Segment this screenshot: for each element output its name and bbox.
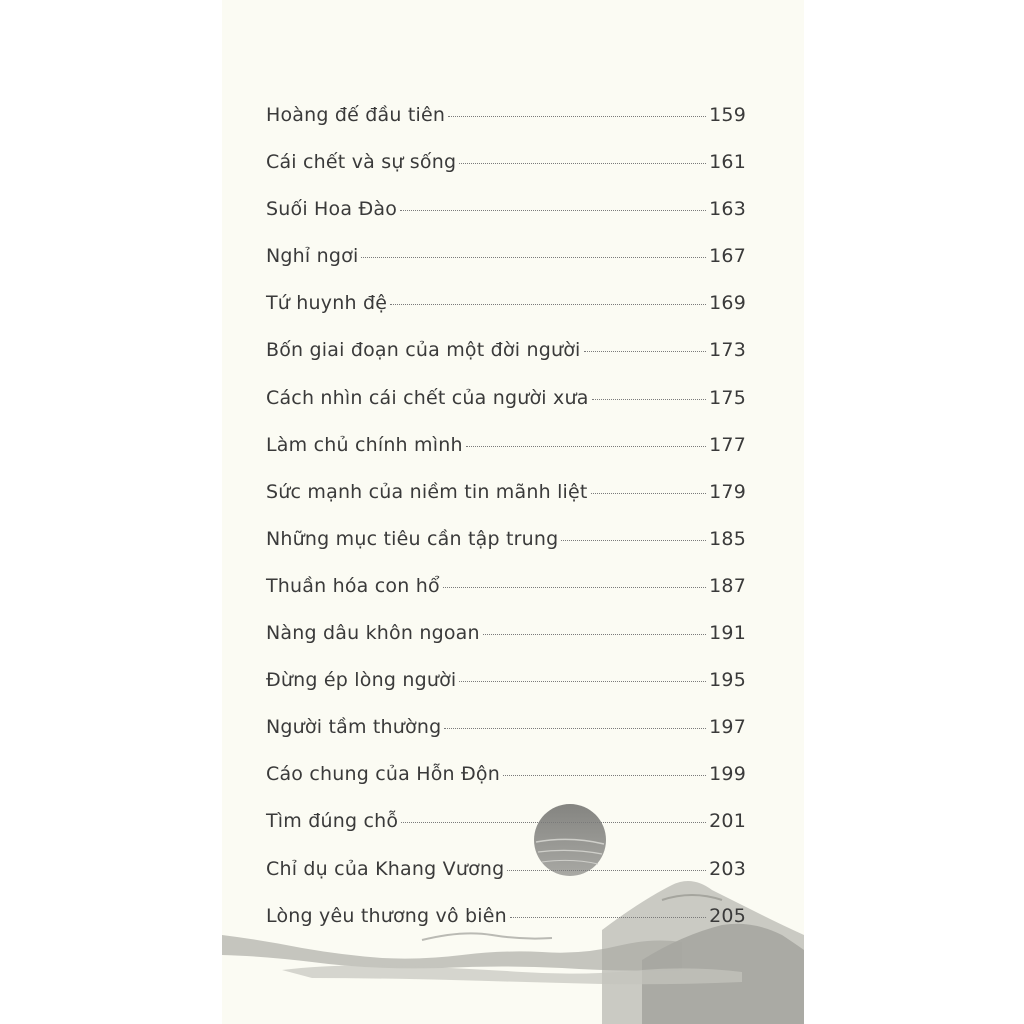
toc-entry-page: 179 <box>709 480 746 503</box>
toc-leader-dots <box>361 257 706 258</box>
toc-leader-dots <box>459 163 706 164</box>
toc-entry-title: Cách nhìn cái chết của người xưa <box>266 386 589 409</box>
toc-entry-page: 169 <box>709 292 746 315</box>
toc-entry-title: Cáo chung của Hỗn Độn <box>266 763 500 786</box>
toc-leader-dots <box>444 728 706 729</box>
toc-entry-title: Thuần hóa con hổ <box>266 574 440 597</box>
toc-entry-page: 197 <box>709 716 746 739</box>
toc-entry <box>266 245 746 292</box>
toc-leader-dots <box>401 822 706 823</box>
toc-entry-page: 175 <box>709 386 746 409</box>
toc-leader-dots <box>400 210 706 211</box>
toc-entry-title: Lòng yêu thương vô biên <box>266 904 507 927</box>
toc-entry-page: 187 <box>709 574 746 597</box>
toc-entry-page: 185 <box>709 527 746 550</box>
toc-entry-page: 161 <box>709 151 746 174</box>
toc-entry <box>266 810 746 857</box>
toc-entry-title: Đừng ép lòng người <box>266 669 457 692</box>
table-of-contents <box>266 104 746 952</box>
toc-leader-dots <box>591 493 707 494</box>
toc-entry-title: Sức mạnh của niềm tin mãnh liệt <box>266 480 588 503</box>
toc-entry-title: Chỉ dụ của Khang Vương <box>266 857 505 880</box>
toc-entry-page: 195 <box>709 669 746 692</box>
toc-leader-dots <box>561 540 706 541</box>
toc-entry-page: 177 <box>709 433 746 456</box>
toc-entry <box>266 292 746 339</box>
toc-entry-page: 163 <box>709 198 746 221</box>
toc-entry-title: Bốn giai đoạn của một đời người <box>266 339 581 362</box>
toc-entry-title: Những mục tiêu cần tập trung <box>266 527 559 550</box>
toc-leader-dots <box>510 917 706 918</box>
toc-entry <box>266 387 746 434</box>
toc-entry-title: Hoàng đế đầu tiên <box>266 104 446 126</box>
toc-entry-title: Tứ huynh đệ <box>266 292 388 315</box>
toc-entry <box>266 669 746 716</box>
toc-entry <box>266 104 746 151</box>
toc-entry-page: 159 <box>709 104 746 126</box>
toc-leader-dots <box>443 587 706 588</box>
toc-entry <box>266 151 746 198</box>
toc-entry <box>266 905 746 952</box>
toc-entry <box>266 622 746 669</box>
toc-entry-title: Cái chết và sự sống <box>266 151 457 174</box>
toc-entry-title: Tìm đúng chỗ <box>266 810 399 833</box>
book-page <box>222 0 804 1024</box>
toc-entry-page: 199 <box>709 763 746 786</box>
toc-entry <box>266 575 746 622</box>
toc-entry <box>266 481 746 528</box>
toc-leader-dots <box>466 446 706 447</box>
toc-entry-title: Làm chủ chính mình <box>266 433 463 456</box>
toc-entry <box>266 528 746 575</box>
toc-entry <box>266 858 746 905</box>
toc-entry-page: 203 <box>709 857 746 880</box>
toc-leader-dots <box>503 775 706 776</box>
toc-leader-dots <box>507 870 706 871</box>
toc-entry-page: 167 <box>709 245 746 268</box>
toc-entry-page: 205 <box>709 904 746 927</box>
toc-leader-dots <box>584 351 707 352</box>
toc-leader-dots <box>483 634 706 635</box>
toc-entry-page: 173 <box>709 339 746 362</box>
toc-entry-title: Suối Hoa Đào <box>266 198 398 221</box>
toc-leader-dots <box>448 116 706 117</box>
toc-entry <box>266 434 746 481</box>
toc-entry <box>266 763 746 810</box>
toc-entry <box>266 716 746 763</box>
toc-entry-title: Nàng dâu khôn ngoan <box>266 622 480 645</box>
toc-leader-dots <box>459 681 706 682</box>
toc-entry-page: 201 <box>709 810 746 833</box>
toc-entry-title: Người tầm thường <box>266 716 442 739</box>
toc-leader-dots <box>390 304 706 305</box>
toc-entry-title: Nghỉ ngơi <box>266 245 359 268</box>
toc-entry-page: 191 <box>709 622 746 645</box>
toc-leader-dots <box>592 399 707 400</box>
toc-entry <box>266 198 746 245</box>
toc-entry <box>266 339 746 386</box>
